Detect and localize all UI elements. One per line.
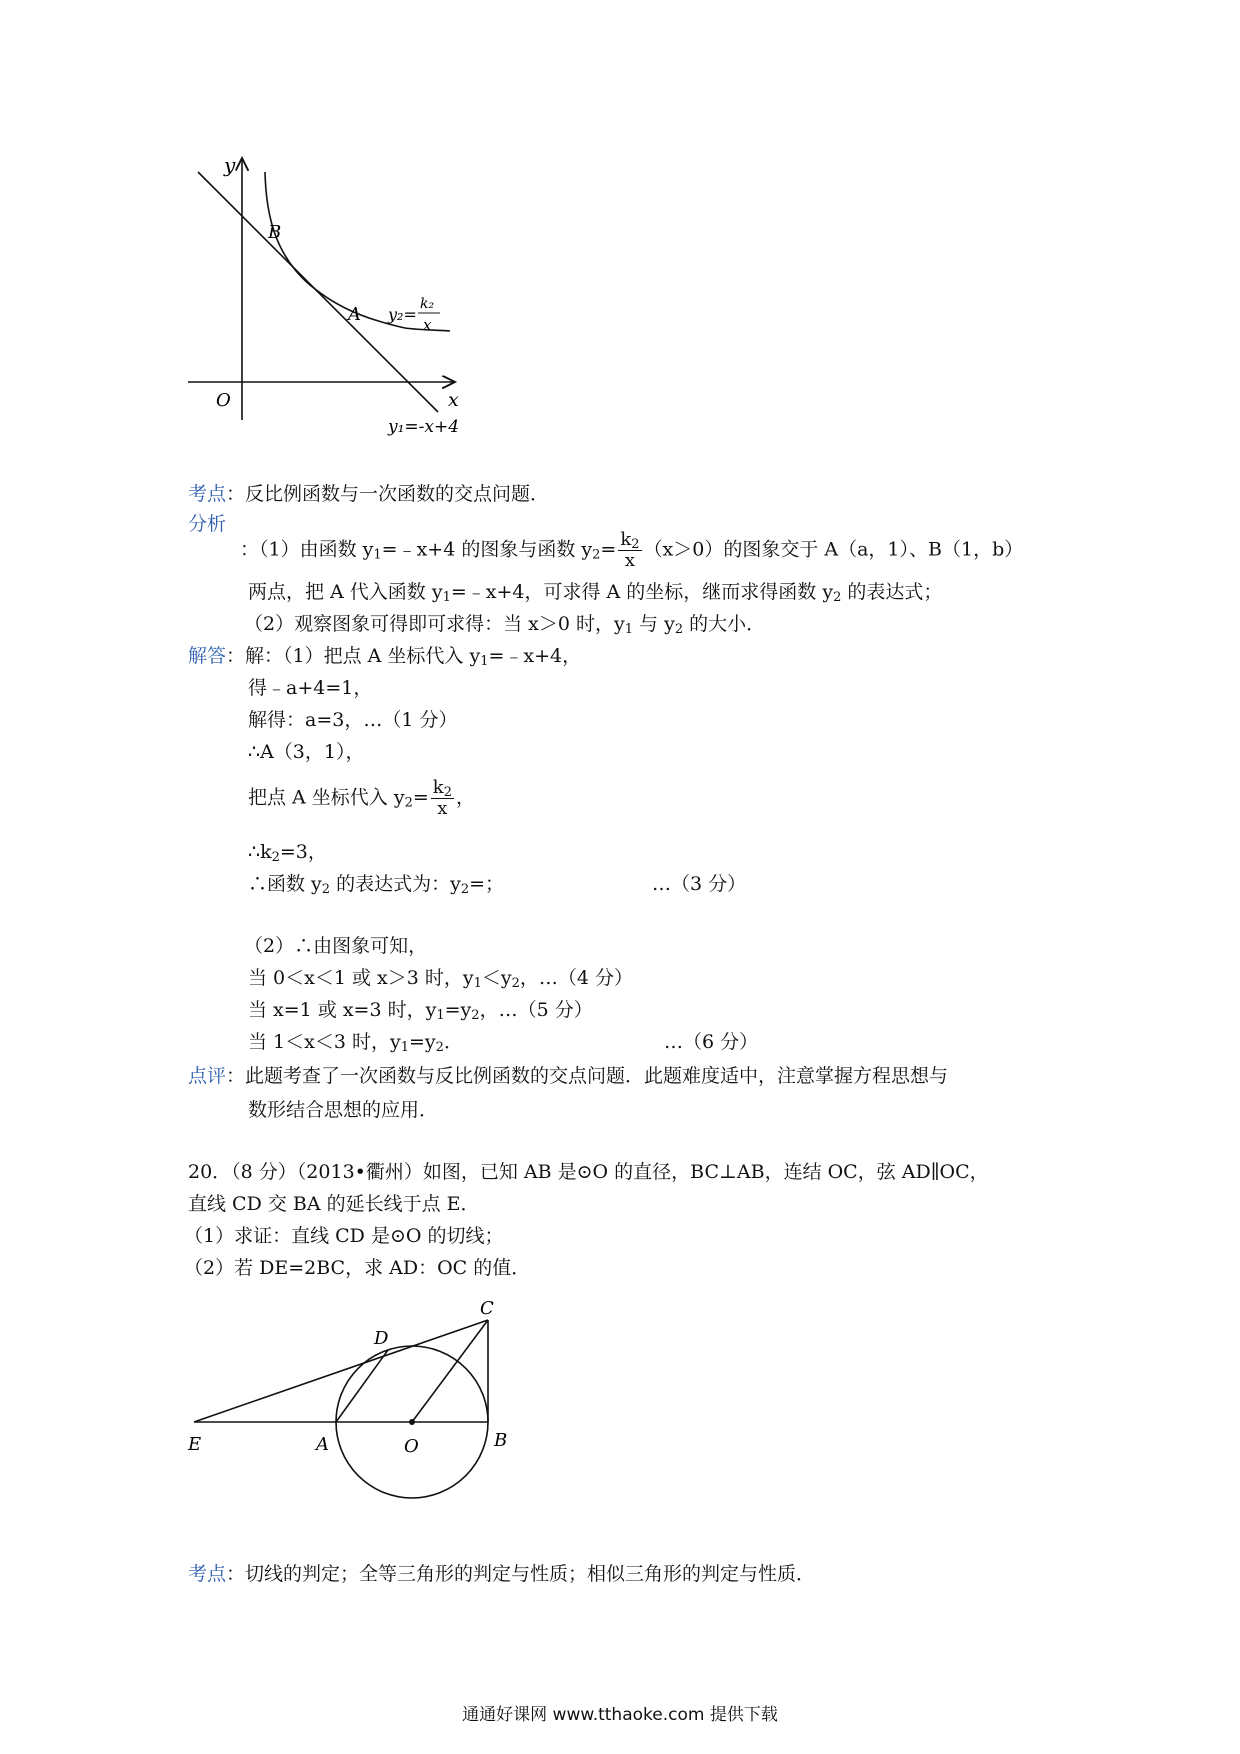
jieda-line-9 [248,966,633,990]
sub: 1 [400,1040,409,1055]
kaodian-line [188,482,549,506]
label-x-den: x [423,316,432,334]
q20-line-1: 20．（8 分）（2013•衢州）如图，已知 AB 是⊙O 的直径，BC⊥AB，连结 OC，弦 AD∥OC， [188,1161,989,1183]
label-x: x [448,389,459,411]
jieda-line-8: （2）∴由图象可知， [244,935,428,957]
label-d: D [374,1328,389,1349]
text: =； [469,873,505,895]
q20-kaodian-line [188,1562,815,1586]
kaodian-tag: 考点 [188,1563,227,1585]
sub: 2 [471,1008,480,1023]
sub: 1 [436,1008,445,1023]
jieda-tag: 解答 [188,645,227,667]
text: 与 y [633,613,675,635]
jieda-line-2: 得﹣a+4=1， [248,677,373,699]
label-k2: k₂ [420,296,435,312]
text: 的大小． [683,613,766,635]
text: ：此题考查了一次函数与反比例函数的交点问题．此题难度适中，注意掌握方程思想与 [226,1065,949,1087]
sub: 2 [592,547,601,563]
text: = [600,538,617,561]
footer-credit: 通通好课网 www.tthaoke.com 提供下载 [462,1705,778,1725]
segment-ad [336,1350,388,1422]
fenxi-line-1 [188,512,226,536]
text: ， [455,786,475,809]
label-a: A [316,1434,329,1455]
label-y1-eq: y₁=-x+4 [388,417,460,437]
text: ：（1）由函数 y [240,538,374,561]
jieda-line-11 [248,1030,463,1054]
label-c: C [480,1298,494,1319]
q20-line-2: 直线 CD 交 BA 的延长线于点 E． [188,1193,480,1215]
label-y: y [224,153,236,177]
fenxi-line-2 [248,580,942,604]
label-e: E [188,1434,202,1455]
text: 的表达式； [841,581,943,603]
segment-ec [194,1320,488,1422]
fenxi-tag: 分析 [188,513,227,535]
figure-function-graph [180,150,510,440]
text: 当 0＜x＜1 或 x＞3 时，y [248,967,474,989]
text: （x＞0）的图象交于 A（a，1）、B（1，b） [643,538,1024,561]
sub: 2 [443,785,452,800]
segment-oc [412,1320,488,1422]
jieda-line-1 [188,644,581,668]
q20-line-4: （2）若 DE=2BC，求 AD：OC 的值． [184,1257,531,1279]
text: = [412,786,429,809]
sub: 2 [511,976,520,991]
fraction-k2-x [431,778,454,819]
sub: 1 [373,547,382,563]
sub: 1 [473,976,482,991]
text: ＜y [481,967,512,989]
jieda-score-6: …（6 分） [664,1031,759,1053]
label-o: O [216,390,231,411]
text: 把点 A 坐标代入 y [248,786,405,809]
sub: 2 [674,622,684,637]
q20-line-3: （1）求证：直线 CD 是⊙O 的切线； [184,1225,504,1247]
frac-den: x [624,550,635,571]
label-b: B [268,222,282,243]
sub: 1 [442,590,451,605]
text: ∴k [248,841,272,863]
label-a: A [348,304,361,325]
jieda-line-5 [248,778,475,819]
jieda-line-7 [248,872,504,896]
label-o: O [404,1436,419,1457]
figure-circle-geometry [180,1290,530,1540]
text: =﹣x+4，可求得 A 的坐标，继而求得函数 y [450,581,834,603]
kaodian-text: ：反比例函数与一次函数的交点问题． [226,483,550,505]
jieda-line-10 [248,998,593,1022]
text: ∴函数 y [248,873,322,895]
sub: 2 [833,590,842,605]
jieda-line-4: ∴A（3，1）， [248,741,365,763]
sub: 2 [321,882,331,897]
label-y2-eq: y₂= [388,305,417,324]
sub: 2 [435,1040,444,1055]
text: =﹣x+4， [488,645,582,667]
text: ：切线的判定；全等三角形的判定与性质；相似三角形的判定与性质． [226,1563,816,1585]
frac-num: k [432,777,444,798]
sub: 1 [624,622,633,637]
frac-num: k [620,529,632,550]
sub: 2 [271,850,280,865]
fenxi-line-3 [244,612,765,636]
jieda-line-6 [248,840,327,864]
sub: 2 [631,537,640,552]
dianping-line-2: 数形结合思想的应用． [248,1099,439,1121]
text: =﹣x+4 的图象与函数 y [381,538,593,561]
fraction-k2-x [618,530,641,571]
dianping-line-1 [188,1064,948,1088]
text: ． [443,1031,463,1053]
text: ：解：（1）把点 A 坐标代入 y [226,645,481,667]
jieda-score-3: …（3 分） [652,873,747,895]
jieda-line-3: 解得：a=3，…（1 分） [248,709,458,731]
text: 两点，把 A 代入函数 y [248,581,443,603]
text: ，…（5 分） [479,999,593,1021]
text: =y [409,1031,436,1053]
fenxi-line-1-content [240,530,1023,571]
label-b: B [494,1430,508,1451]
text: （2）观察图象可得即可求得：当 x＞0 时，y [244,613,625,635]
text: 的表达式为：y [330,873,461,895]
kaodian-tag: 考点 [188,483,227,505]
frac-den: x [437,798,448,819]
sub: 2 [404,795,413,811]
text: 当 x=1 或 x=3 时，y [248,999,437,1021]
dianping-tag: 点评 [188,1065,227,1087]
text: =y [444,999,472,1021]
text: =3， [279,841,327,863]
text: 当 1＜x＜3 时，y [248,1031,401,1053]
sub: 2 [460,882,470,897]
text: ，…（4 分） [519,967,634,989]
center-dot [409,1419,415,1425]
sub: 1 [480,654,489,669]
